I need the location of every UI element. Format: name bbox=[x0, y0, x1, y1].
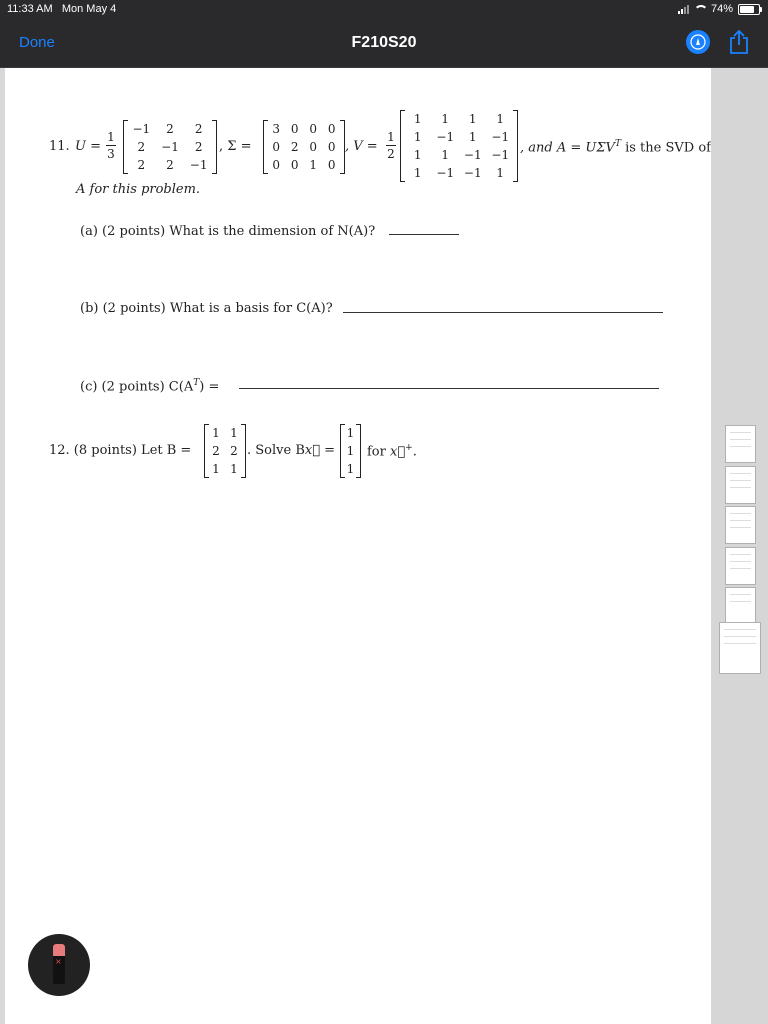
sigma-matrix-cell: 0 bbox=[327, 122, 336, 136]
battery-percent: 74% bbox=[710, 3, 733, 15]
q12-solve-text: . Solve Bx⃗ = bbox=[247, 443, 336, 458]
status-bar bbox=[0, 0, 768, 20]
v-coefficient: 1 2 bbox=[387, 130, 395, 161]
sigma-matrix bbox=[263, 120, 345, 174]
q11c-answer-line[interactable] bbox=[239, 388, 659, 389]
b-matrix-cell: 2 bbox=[230, 444, 238, 458]
status-time: 11:33 AM Mon May 4 bbox=[7, 3, 117, 15]
sigma-matrix-cell: 0 bbox=[272, 158, 281, 172]
u-matrix-cell: 2 bbox=[194, 122, 203, 136]
u-matrix-cell: 2 bbox=[194, 140, 203, 154]
done-button[interactable]: Done bbox=[19, 34, 55, 51]
v-matrix-cell: 1 bbox=[441, 148, 450, 162]
sigma-matrix-cell: 0 bbox=[327, 158, 336, 172]
rhs-vector-cell: 1 bbox=[346, 426, 355, 440]
q11-u-label: U = bbox=[75, 139, 101, 154]
u-matrix-cell: −1 bbox=[161, 140, 179, 154]
share-icon[interactable] bbox=[728, 29, 750, 55]
v-matrix-cell: 1 bbox=[468, 130, 477, 144]
document-title: F210S20 bbox=[351, 34, 417, 51]
b-matrix-cell: 1 bbox=[212, 462, 220, 476]
v-matrix-cell: −1 bbox=[491, 130, 510, 144]
sigma-matrix-cell: 0 bbox=[309, 122, 318, 136]
b-matrix bbox=[204, 424, 246, 478]
sigma-matrix-cell: 0 bbox=[309, 140, 318, 154]
battery-icon bbox=[738, 4, 760, 15]
v-matrix-cell: 1 bbox=[413, 148, 422, 162]
q11-line2: A for this problem. bbox=[76, 182, 201, 197]
v-matrix bbox=[400, 110, 518, 182]
u-coefficient: 1 3 bbox=[107, 130, 115, 161]
v-matrix-cell: 1 bbox=[468, 112, 477, 126]
page-thumbnail-current[interactable] bbox=[719, 622, 761, 674]
document-page[interactable] bbox=[5, 68, 711, 1024]
u-matrix bbox=[123, 120, 217, 174]
nav-bar bbox=[0, 20, 768, 68]
sigma-matrix-cell: 2 bbox=[290, 140, 299, 154]
q11c-text: (c) (2 points) $C(A^T)$ = bbox=[80, 378, 220, 395]
q11-svd-text: , and $A = U\Sigma V^T$ is the SVD of bbox=[520, 139, 711, 156]
v-matrix-cell: 1 bbox=[496, 112, 505, 126]
page-thumbnail-2[interactable] bbox=[725, 466, 756, 504]
cellular-signal-icon bbox=[678, 5, 689, 14]
q11b-answer-line[interactable] bbox=[343, 312, 663, 313]
u-matrix-cell: −1 bbox=[189, 158, 208, 172]
b-matrix-cell: 1 bbox=[230, 462, 238, 476]
q12-prefix: 12. (8 points) Let B = bbox=[49, 443, 192, 458]
v-matrix-cell: 1 bbox=[413, 112, 422, 126]
apple-pencil-tool-button[interactable] bbox=[28, 934, 90, 996]
wifi-icon bbox=[694, 5, 706, 14]
sigma-matrix-cell: 0 bbox=[272, 140, 281, 154]
q11-number: 11. bbox=[49, 139, 70, 154]
rhs-vector-cell: 1 bbox=[346, 444, 355, 458]
b-matrix-cell: 2 bbox=[212, 444, 220, 458]
u-matrix-cell: 2 bbox=[137, 158, 146, 172]
v-matrix-cell: 1 bbox=[496, 166, 505, 180]
b-matrix-cell: 1 bbox=[230, 426, 238, 440]
u-matrix-cell: 2 bbox=[137, 140, 146, 154]
page-thumbnail-1[interactable] bbox=[725, 425, 756, 463]
u-matrix-cell: 2 bbox=[166, 158, 174, 172]
v-matrix-cell: −1 bbox=[463, 166, 482, 180]
status-right bbox=[678, 3, 760, 15]
page-thumbnail-sidebar[interactable] bbox=[711, 68, 768, 1024]
q11-sigma-label: , Σ = bbox=[219, 139, 252, 154]
rhs-vector bbox=[340, 424, 361, 478]
q11b-text: (b) (2 points) What is a basis for C(A)? bbox=[80, 301, 333, 316]
u-matrix-cell: −1 bbox=[132, 122, 151, 136]
page-thumbnail-3[interactable] bbox=[725, 506, 756, 544]
b-matrix-cell: 1 bbox=[212, 426, 220, 440]
q11a-answer-line[interactable] bbox=[389, 234, 459, 235]
v-matrix-cell: −1 bbox=[491, 148, 510, 162]
v-matrix-cell: 1 bbox=[413, 166, 422, 180]
apple-pencil-icon: × bbox=[53, 944, 65, 984]
sigma-matrix-cell: 3 bbox=[272, 122, 281, 136]
page-thumbnail-4[interactable] bbox=[725, 547, 756, 585]
v-matrix-cell: −1 bbox=[436, 166, 455, 180]
rhs-vector-cell: 1 bbox=[346, 462, 355, 476]
u-matrix-cell: 2 bbox=[166, 122, 174, 136]
sigma-matrix-cell: 0 bbox=[290, 122, 299, 136]
page-thumbnail-5[interactable] bbox=[725, 587, 756, 625]
q12-for-text: for x⃗+. bbox=[367, 443, 417, 460]
sigma-matrix-cell: 0 bbox=[290, 158, 299, 172]
v-matrix-cell: −1 bbox=[463, 148, 482, 162]
v-matrix-cell: 1 bbox=[441, 112, 450, 126]
sigma-matrix-cell: 1 bbox=[309, 158, 318, 172]
v-matrix-cell: −1 bbox=[436, 130, 455, 144]
sigma-matrix-cell: 0 bbox=[327, 140, 336, 154]
q11a-text: (a) (2 points) What is the dimension of N(A)? bbox=[80, 224, 376, 239]
v-matrix-cell: 1 bbox=[413, 130, 422, 144]
q11-v-label: , V = bbox=[345, 139, 378, 154]
markup-pen-icon[interactable] bbox=[686, 30, 710, 54]
